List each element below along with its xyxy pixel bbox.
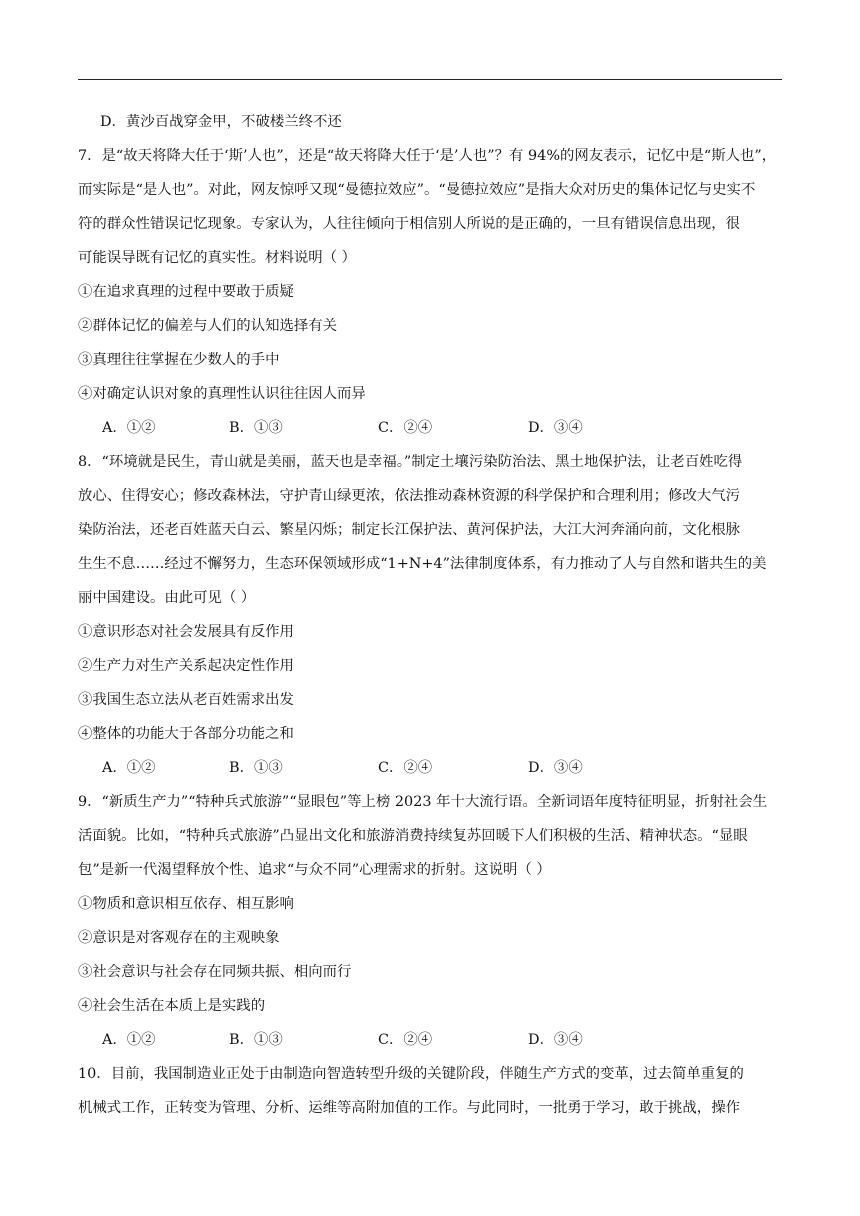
q7-option-c: C．②④ [378, 420, 433, 436]
q7-statement-3: ③真理往往掌握在少数人的手中 [78, 352, 280, 368]
q7-stem-line: 7．是“故天将降大任于‘斯’人也”，还是“故天将降大任于‘是’人也”？有 94%的网友表示，记忆中是“斯人也”， [78, 148, 777, 164]
q7-option-a: A．①② [102, 420, 156, 436]
q7-statement-4: ④对确定认识对象的真理性认识往往因人而异 [78, 386, 366, 402]
q8-option-c: C．②④ [378, 760, 433, 776]
q8-stem-line: 8．“环境就是民生，青山就是美丽，蓝天也是幸福。”制定土壤污染防治法、黑土地保护法，让老百姓吃得 [78, 454, 743, 470]
q7-option-b: B．①③ [229, 420, 283, 436]
q7-statement-1: ①在追求真理的过程中要敢于质疑 [78, 284, 294, 300]
q7-statement-2: ②群体记忆的偏差与人们的认知选择有关 [78, 318, 338, 334]
q9-option-b: B．①③ [229, 1032, 283, 1048]
q9-statement-1: ①物质和意识相互依存、相互影响 [78, 896, 294, 912]
header-rule [78, 79, 782, 80]
q9-statement-3: ③社会意识与社会存在同频共振、相向而行 [78, 964, 352, 980]
q8-statement-1: ①意识形态对社会发展具有反作用 [78, 624, 294, 640]
q8-stem-line: 生生不息……经过不懈努力，生态环保领域形成“1+N+4”法律制度体系，有力推动了人与自然和谐共生的美 [78, 556, 767, 572]
q7-stem-line: 符的群众性错误记忆现象。专家认为，人往往倾向于相信别人所说的是正确的，一旦有错误信息出现，很 [78, 216, 740, 232]
q8-statement-2: ②生产力对生产关系起决定性作用 [78, 658, 294, 674]
q7-option-d: D．③④ [528, 420, 583, 436]
q8-statement-4: ④整体的功能大于各部分功能之和 [78, 726, 294, 742]
q8-statement-3: ③我国生态立法从老百姓需求出发 [78, 692, 294, 708]
q8-option-b: B．①③ [229, 760, 283, 776]
q8-stem-line: 丽中国建设。由此可见（ ） [78, 590, 256, 606]
q7-stem-line: 可能误导既有记忆的真实性。材料说明（ ） [78, 250, 356, 266]
q8-option-a: A．①② [102, 760, 156, 776]
q6-option-d: D．黄沙百战穿金甲，不破楼兰终不还 [100, 114, 342, 130]
q9-option-c: C．②④ [378, 1032, 433, 1048]
q9-statement-4: ④社会生活在本质上是实践的 [78, 998, 266, 1014]
q9-option-a: A．①② [102, 1032, 156, 1048]
q10-stem-line: 10．目前，我国制造业正处于由制造向智造转型升级的关键阶段，伴随生产方式的变革，过去简单重复的 [78, 1066, 744, 1082]
q10-stem-line: 机械式工作，正转变为管理、分析、运维等高附加值的工作。与此同时，一批勇于学习，敢于挑战，操作 [78, 1100, 740, 1116]
q9-stem-line: 包”是新一代渴望释放个性、追求“与众不同”心理需求的折射。这说明（ ） [78, 862, 551, 878]
q9-statement-2: ②意识是对客观存在的主观映象 [78, 930, 280, 946]
q7-stem-line: 而实际是“是人也”。对此，网友惊呼又现“曼德拉效应”。“曼德拉效应”是指大众对历史的集体记忆与史实不 [78, 182, 756, 198]
q9-stem-line: 9．“新质生产力”“特种兵式旅游”“显眼包”等上榜 2023 年十大流行语。全新词语年度特征明显，折射社会生 [78, 794, 768, 810]
q8-stem-line: 放心、住得安心；修改森林法，守护青山绿更浓，依法推动森林资源的科学保护和合理利用；修改大气污 [78, 488, 740, 504]
q8-stem-line: 染防治法，还老百姓蓝天白云、繁星闪烁；制定长江保护法、黄河保护法，大江大河奔涌向前，文化根脉 [78, 522, 740, 538]
q9-stem-line: 活面貌。比如，“特种兵式旅游”凸显出文化和旅游消费持续复苏回暖下人们积极的生活、精神状态。“显眼 [78, 828, 748, 844]
q8-option-d: D．③④ [528, 760, 583, 776]
q9-option-d: D．③④ [528, 1032, 583, 1048]
